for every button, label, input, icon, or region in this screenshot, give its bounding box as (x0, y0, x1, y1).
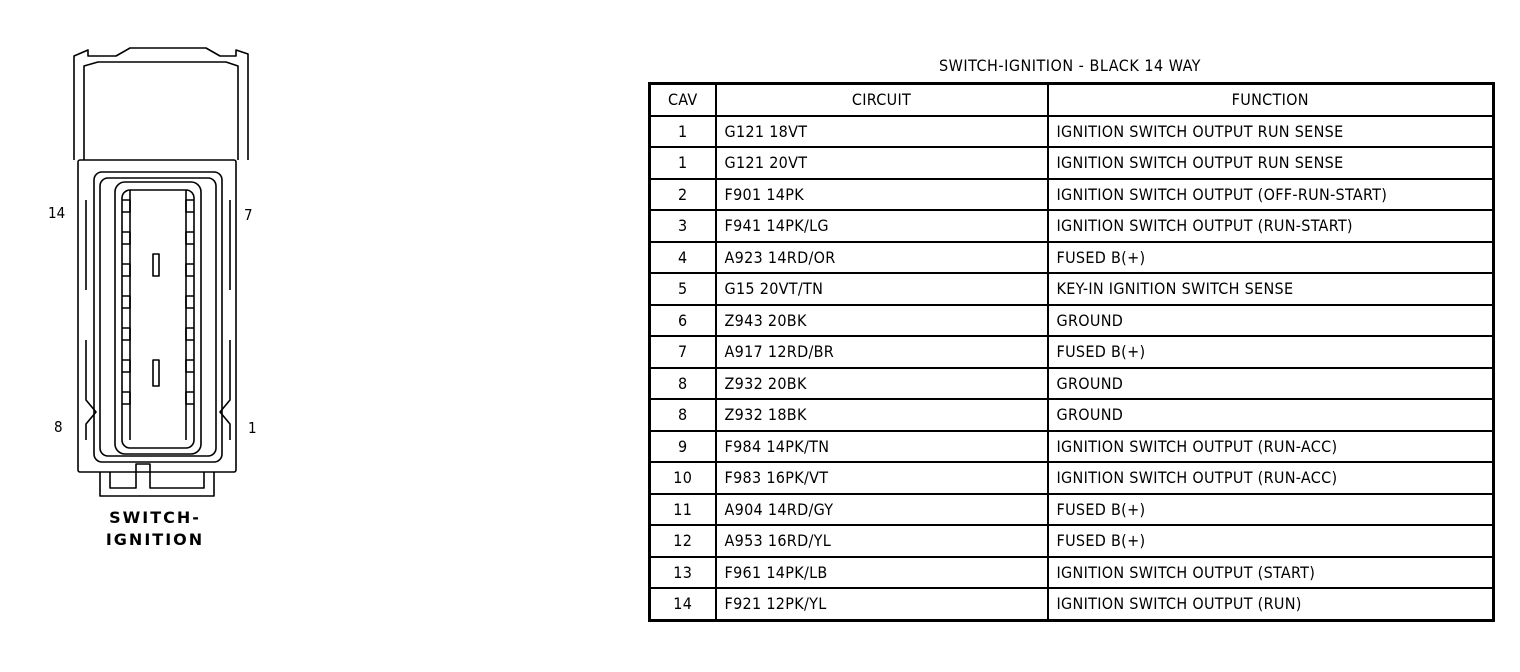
function-cell: IGNITION SWITCH OUTPUT (START) (1048, 557, 1494, 589)
circuit-cell: F983 16PK/VT (716, 462, 1048, 494)
connector-caption-line1: SWITCH- (109, 508, 201, 527)
circuit-cell: F901 14PK (716, 179, 1048, 211)
function-cell: FUSED B(+) (1048, 525, 1494, 557)
table-row (650, 399, 1494, 431)
table-row (650, 210, 1494, 242)
circuit-cell: Z932 18BK (716, 399, 1048, 431)
table-row (650, 557, 1494, 589)
circuit-cell: Z932 20BK (716, 368, 1048, 400)
cav-cell: 14 (650, 588, 716, 620)
cav-cell: 8 (650, 368, 716, 400)
function-cell: IGNITION SWITCH OUTPUT (RUN-START) (1048, 210, 1494, 242)
header-function: FUNCTION (1048, 84, 1494, 116)
circuit-cell: F941 14PK/LG (716, 210, 1048, 242)
table-row (650, 116, 1494, 148)
cav-cell: 10 (650, 462, 716, 494)
function-cell: GROUND (1048, 399, 1494, 431)
circuit-cell: A917 12RD/BR (716, 336, 1048, 368)
circuit-cell: Z943 20BK (716, 305, 1048, 337)
cav-cell: 8 (650, 399, 716, 431)
table-row (650, 336, 1494, 368)
table-row (650, 242, 1494, 274)
circuit-cell: F984 14PK/TN (716, 431, 1048, 463)
cav-cell: 12 (650, 525, 716, 557)
table-row (650, 368, 1494, 400)
function-cell: IGNITION SWITCH OUTPUT (RUN) (1048, 588, 1494, 620)
table-row (650, 147, 1494, 179)
function-cell: FUSED B(+) (1048, 494, 1494, 526)
circuit-cell: G121 20VT (716, 147, 1048, 179)
function-cell: KEY-IN IGNITION SWITCH SENSE (1048, 273, 1494, 305)
cav-cell: 1 (650, 116, 716, 148)
table-row (650, 462, 1494, 494)
circuit-cell: A953 16RD/YL (716, 525, 1048, 557)
cav-cell: 6 (650, 305, 716, 337)
cav-cell: 11 (650, 494, 716, 526)
table-row (650, 431, 1494, 463)
circuit-cell: A904 14RD/GY (716, 494, 1048, 526)
cav-cell: 7 (650, 336, 716, 368)
pin-label-8: 8 (54, 418, 63, 436)
function-cell: IGNITION SWITCH OUTPUT RUN SENSE (1048, 116, 1494, 148)
table-row (650, 494, 1494, 526)
circuit-cell: A923 14RD/OR (716, 242, 1048, 274)
function-cell: GROUND (1048, 368, 1494, 400)
function-cell: FUSED B(+) (1048, 336, 1494, 368)
pinout-table (648, 82, 1495, 622)
function-cell: IGNITION SWITCH OUTPUT (RUN-ACC) (1048, 431, 1494, 463)
table-title: SWITCH-IGNITION - BLACK 14 WAY (939, 56, 1201, 75)
pin-label-1: 1 (248, 419, 257, 437)
cav-cell: 9 (650, 431, 716, 463)
circuit-cell: F921 12PK/YL (716, 588, 1048, 620)
table-header-row (650, 84, 1494, 116)
circuit-cell: G15 20VT/TN (716, 273, 1048, 305)
function-cell: IGNITION SWITCH OUTPUT RUN SENSE (1048, 147, 1494, 179)
cav-cell: 1 (650, 147, 716, 179)
pin-label-7: 7 (244, 206, 253, 224)
cav-cell: 4 (650, 242, 716, 274)
table-row (650, 179, 1494, 211)
connector-drawing (40, 40, 280, 500)
cav-cell: 2 (650, 179, 716, 211)
header-circuit: CIRCUIT (716, 84, 1048, 116)
cav-cell: 13 (650, 557, 716, 589)
function-cell: IGNITION SWITCH OUTPUT (RUN-ACC) (1048, 462, 1494, 494)
circuit-cell: F961 14PK/LB (716, 557, 1048, 589)
table-body (650, 116, 1494, 621)
function-cell: FUSED B(+) (1048, 242, 1494, 274)
table-row (650, 525, 1494, 557)
table-row (650, 305, 1494, 337)
connector-caption-line2: IGNITION (105, 530, 205, 549)
table-row (650, 273, 1494, 305)
header-cav: CAV (650, 84, 716, 116)
function-cell: GROUND (1048, 305, 1494, 337)
cav-cell: 5 (650, 273, 716, 305)
table-row (650, 588, 1494, 620)
function-cell: IGNITION SWITCH OUTPUT (OFF-RUN-START) (1048, 179, 1494, 211)
circuit-cell: G121 18VT (716, 116, 1048, 148)
cav-cell: 3 (650, 210, 716, 242)
pin-label-14: 14 (48, 204, 66, 222)
